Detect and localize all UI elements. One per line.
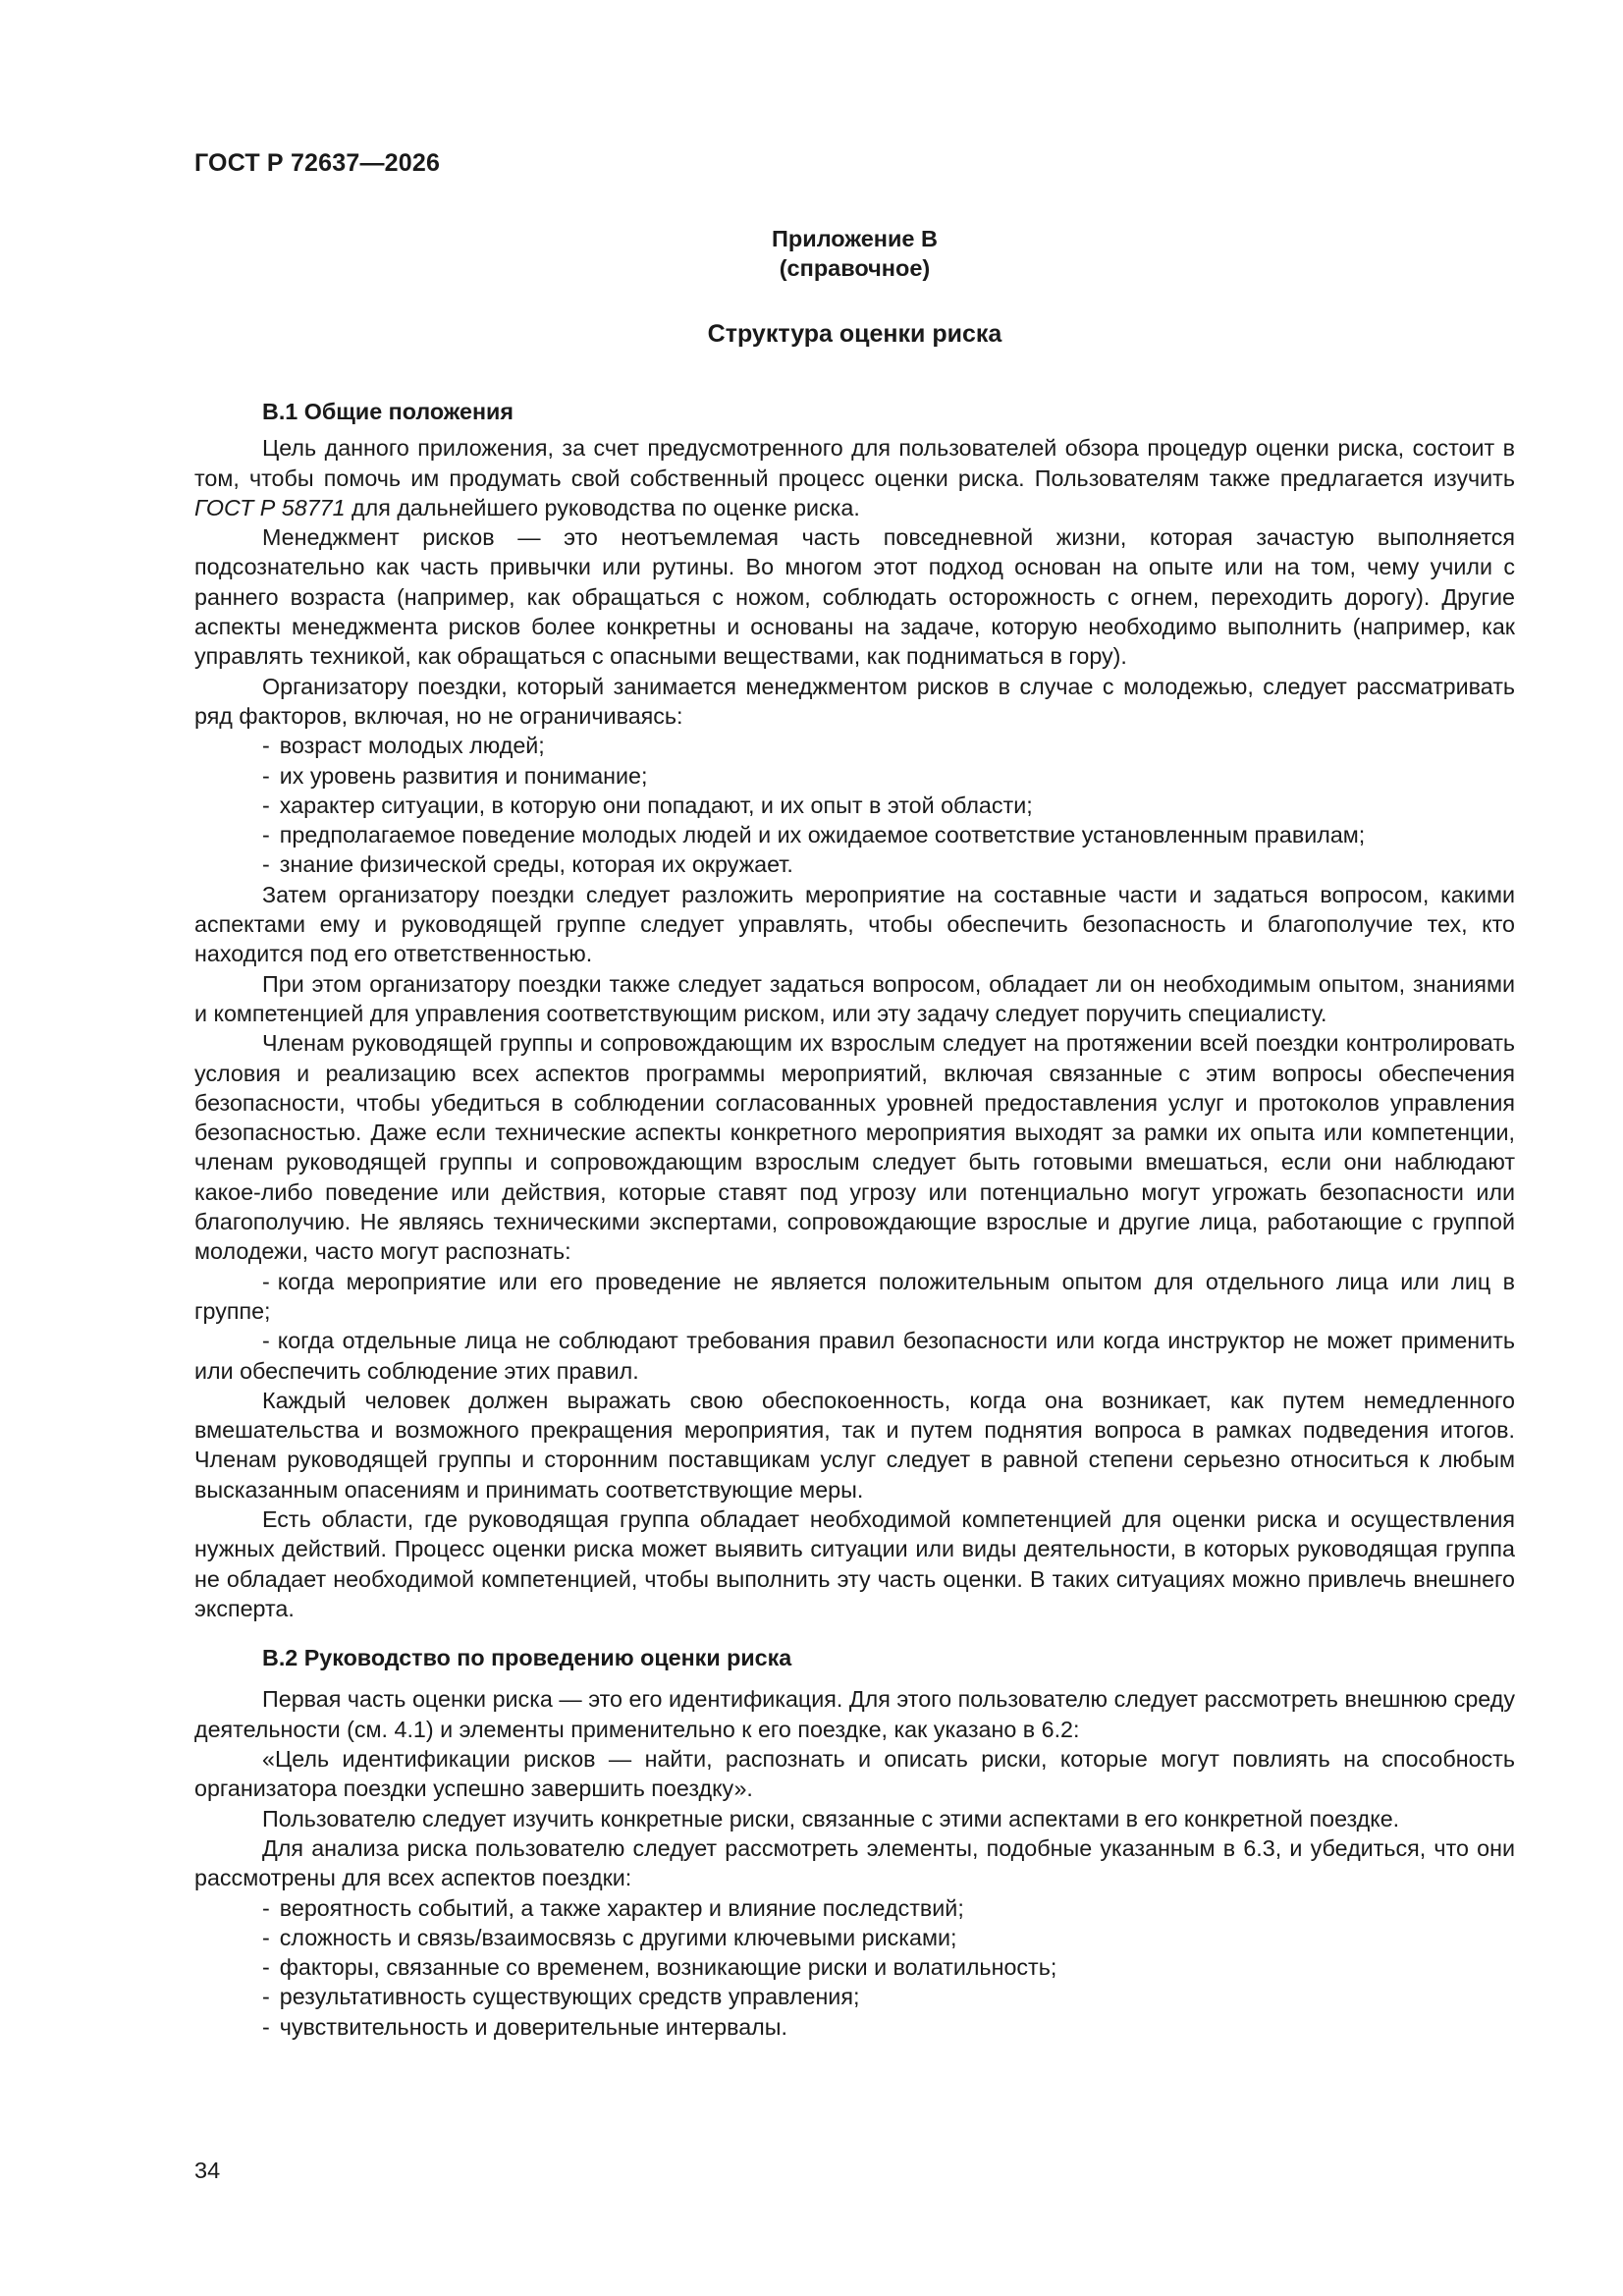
list-item: - чувствительность и доверительные интервалы. xyxy=(262,2013,787,2040)
section-heading-b1: В.1 Общие положения xyxy=(262,399,514,424)
dash-marker: - xyxy=(262,822,270,848)
paragraph-text: для дальнейшего руководства по оценке риска. xyxy=(345,494,860,520)
dash-marker: - xyxy=(262,1894,270,1921)
paragraph: Есть области, где руководящая группа обладает необходимой компетенцией для оценки риска и осуществления нужных действий. Процесс оценки риска может выявить ситуации или виды деятельности, в которых руководящая группа не обладает необходимой компетенцией, чтобы выполнить эту часть оценки. В таких ситуациях можно привлечь внешнего эксперта. xyxy=(194,1505,1515,1621)
dash-marker: - xyxy=(262,733,270,759)
paragraph: Для анализа риска пользователю следует рассмотреть элементы, подобные указанным в 6.3, и убедиться, что они рассмотрены для всех аспектов поездки: xyxy=(194,1834,1515,1891)
list-item: - когда мероприятие или его проведение не является положительным опытом для отдельного лица или лиц в группе; xyxy=(194,1268,1515,1324)
paragraph: Организатору поездки, который занимается менеджментом рисков в случае с молодежью, следует рассматривать ряд факторов, включая, но не ограничиваясь: xyxy=(194,673,1515,729)
quote-paragraph: «Цель идентификации рисков — найти, распознать и описать риски, которые могут повлиять на способность организатора поездки успешно завершить поездку». xyxy=(194,1746,1515,1802)
appendix-label: Приложение В xyxy=(772,226,938,251)
paragraph: Менеджмент рисков — это неотъемлемая часть повседневной жизни, которая зачастую выполняется подсознательно как часть привычки или рутины. Во многом этот подход основан на опыте или на том, чему учили с раннего возраста (например, как обращаться с ножом, соблюдать осторожность с огнем, переходить дорогу). Другие аспекты менеджмента рисков более конкретны и основаны на задаче, которую необходимо выполнить (например, как управлять техникой, как обращаться с опасными веществами, как подниматься в гору). xyxy=(194,524,1515,670)
analysis-elements-list xyxy=(194,1893,1515,2042)
page-number: 34 xyxy=(194,2158,221,2183)
list-item: - знание физической среды, которая их окружает. xyxy=(262,851,793,878)
paragraph: Членам руководящей группы и сопровождающим их взрослым следует на протяжении всей поездки контролировать условия и реализацию всех аспектов программы мероприятий, включая связанные с этим вопросы обеспечения безопасности, чтобы убедиться в соблюдении согласованных уровней предоставления услуг и протоколов управления безопасностью. Даже если технические аспекты конкретного мероприятия выходят за рамки их опыта или компетенции, членам руководящей группы и сопровождающим взрослым следует быть готовыми вмешаться, если они наблюдают какое-либо поведение или действия, которые ставят под угрозу или потенциально могут угрожать безопасности или благополучию. Не являясь техническими экспертами, сопровождающие взрослые и другие лица, работающие с группой молодежи, часто могут распознать: xyxy=(194,1030,1515,1265)
dash-marker: - xyxy=(262,2013,270,2040)
section-heading-b2: В.2 Руководство по проведению оценки риска xyxy=(262,1645,792,1671)
dash-marker: - xyxy=(262,762,270,789)
list-item: - возраст молодых людей; xyxy=(262,733,545,759)
dash-marker: - xyxy=(262,851,270,878)
paragraph-text: Цель данного приложения, за счет предусмотренного для пользователей обзора процедур оценки риска, состоит в том, чтобы помочь им продумать свой собственный процесс оценки риска. Пользователям также предлагается изучить xyxy=(194,435,1515,491)
document-body xyxy=(194,397,1515,2042)
dash-marker: - xyxy=(262,1328,270,1354)
list-item: - факторы, связанные со временем, возникающие риски и волатильность; xyxy=(262,1954,1057,1981)
dash-marker: - xyxy=(262,792,270,818)
dash-marker: - xyxy=(262,1984,270,2010)
document-code: ГОСТ Р 72637—2026 xyxy=(194,149,441,177)
list-item: - когда отдельные лица не соблюдают требования правил безопасности или когда инструктор не может применить или обеспечить соблюдение этих правил. xyxy=(194,1328,1515,1384)
paragraph: Затем организатору поездки следует разложить мероприятие на составные части и задаться вопросом, какими аспектами ему и руководящей группе следует управлять, чтобы обеспечить безопасность и благополучие тех, кто находится под его ответственностью. xyxy=(194,881,1515,967)
list-item: - результативность существующих средств управления; xyxy=(262,1984,860,2010)
paragraph: При этом организатору поездки также следует задаться вопросом, обладает ли он необходимым опытом, знаниями и компетенцией для управления соответствующим риском, или эту задачу следует поручить специалисту. xyxy=(194,970,1515,1026)
dash-marker: - xyxy=(262,1268,270,1294)
list-item: - предполагаемое поведение молодых людей и их ожидаемое соответствие установленным правилам; xyxy=(262,822,1366,848)
appendix-heading xyxy=(194,224,1515,283)
paragraph: Пользователю следует изучить конкретные риски, связанные с этими аспектами в его конкретной поездке. xyxy=(262,1805,1400,1831)
list-item: - их уровень развития и понимание; xyxy=(262,762,648,789)
dash-marker: - xyxy=(262,1954,270,1981)
list-item: - сложность и связь/взаимосвязь с другими ключевыми рисками; xyxy=(262,1924,957,1950)
paragraph: Каждый человек должен выражать свою обеспокоенность, когда она возникает, как путем немедленного вмешательства и возможного прекращения мероприятия, так и путем поднятия вопроса в рамках подведения итогов. Членам руководящей группы и сторонним поставщикам услуг следует в равной степени серьезно относиться к любым высказанным опасениям и принимать соответствующие меры. xyxy=(194,1387,1515,1503)
dash-marker: - xyxy=(262,1924,270,1950)
paragraph: Первая часть оценки риска — это его идентификация. Для этого пользователю следует рассмотреть внешнюю среду деятельности (см. 4.1) и элементы применительно к его поездке, как указано в 6.2: xyxy=(194,1686,1515,1742)
list-item: - характер ситуации, в которую они попадают, и их опыт в этой области; xyxy=(262,792,1033,818)
appendix-kind: (справочное) xyxy=(779,255,931,281)
standard-reference: ГОСТ Р 58771 xyxy=(194,494,346,520)
factor-list xyxy=(194,731,1515,879)
paragraph xyxy=(194,433,1515,522)
appendix-title: Структура оценки риска xyxy=(707,320,1002,348)
list-item: - вероятность событий, а также характер и влияние последствий; xyxy=(262,1894,964,1921)
